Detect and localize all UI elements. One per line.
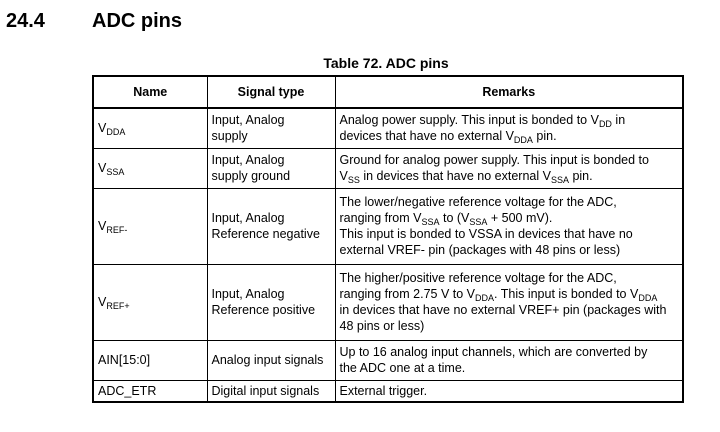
subscript-text: SSA xyxy=(550,175,569,185)
header-name: Name xyxy=(93,76,207,108)
signal-type-line: Input, Analog xyxy=(211,211,285,225)
table-row xyxy=(93,148,683,188)
text-segment: + 500 mV). xyxy=(487,211,553,225)
text-segment: in devices that have no external VREF+ pin (packages with xyxy=(339,303,667,317)
text-segment: External trigger. xyxy=(339,383,428,398)
header-remarks: Remarks xyxy=(335,76,683,108)
text-segment: V xyxy=(98,161,107,175)
remarks-line xyxy=(340,210,679,226)
subscript-text: REF+ xyxy=(106,301,130,311)
remarks-line xyxy=(340,360,679,376)
text-segment: Up to 16 analog input channels, which are converted by xyxy=(339,345,648,359)
text-segment: The lower/negative reference voltage for the ADC, xyxy=(339,195,617,209)
subscript-text: REF- xyxy=(106,225,128,235)
table-row xyxy=(93,340,683,380)
section-number: 24.4 xyxy=(6,10,45,32)
remarks-line xyxy=(340,383,679,399)
text-segment: Analog power supply. This input is bonded to V xyxy=(339,113,599,128)
signal-type-line: supply xyxy=(211,129,248,144)
remarks-line xyxy=(340,318,679,334)
remarks-line xyxy=(340,242,679,258)
text-segment: 48 pins or less) xyxy=(339,319,425,333)
signal-type-cell xyxy=(207,148,335,188)
pin-name-cell xyxy=(93,380,207,402)
text-segment: external VREF- pin (packages with 48 pins or less) xyxy=(339,243,621,257)
table-row xyxy=(93,380,683,402)
signal-type-line: Digital input signals xyxy=(211,383,320,398)
remarks-cell xyxy=(335,380,683,402)
text-segment: ranging from 2.75 V to V xyxy=(339,287,475,301)
subscript-text: DDA xyxy=(475,293,495,303)
remarks-cell xyxy=(335,188,683,264)
text-segment: pin. xyxy=(532,129,557,144)
remarks-cell xyxy=(335,108,683,148)
remarks-line xyxy=(340,168,679,184)
subscript-text: SSA xyxy=(469,217,488,227)
signal-type-cell xyxy=(207,108,335,148)
remarks-line xyxy=(340,194,679,210)
signal-type-cell xyxy=(207,380,335,402)
text-segment: the ADC one at a time. xyxy=(339,361,466,375)
subscript-text: DD xyxy=(598,119,612,130)
remarks-line xyxy=(340,270,679,286)
remarks-line xyxy=(340,152,679,168)
table-caption: Table 72. ADC pins xyxy=(323,55,449,71)
table-header-row xyxy=(93,76,683,108)
text-segment: in xyxy=(611,113,626,128)
pin-name-cell xyxy=(93,188,207,264)
subscript-text: DDA xyxy=(638,293,658,303)
pin-name-cell xyxy=(93,148,207,188)
text-segment: ADC_ETR xyxy=(98,383,157,398)
signal-type-line: Input, Analog xyxy=(211,113,285,128)
remarks-cell xyxy=(335,148,683,188)
text-segment: V xyxy=(98,219,107,233)
subscript-text: SSA xyxy=(421,217,440,227)
adc-pins-table xyxy=(92,75,684,403)
signal-type-cell xyxy=(207,340,335,380)
subscript-text: DDA xyxy=(513,135,533,146)
remarks-line xyxy=(340,226,679,242)
signal-type-line: Input, Analog xyxy=(211,287,285,301)
text-segment: V xyxy=(98,121,107,136)
subscript-text: SS xyxy=(347,175,360,185)
header-signal-type: Signal type xyxy=(207,76,335,108)
text-segment: . This input is bonded to V xyxy=(494,287,639,301)
remarks-cell xyxy=(335,264,683,340)
subscript-text: SSA xyxy=(106,167,125,177)
signal-type-line: Analog input signals xyxy=(211,353,324,367)
text-segment: ranging from V xyxy=(339,211,422,225)
remarks-line xyxy=(340,344,679,360)
text-segment: V xyxy=(339,169,348,183)
signal-type-line: Reference positive xyxy=(211,303,316,317)
pin-name-cell xyxy=(93,264,207,340)
text-segment: This input is bonded to VSSA in devices that have no xyxy=(339,227,633,241)
table-row xyxy=(93,108,683,148)
signal-type-line: supply ground xyxy=(211,169,291,183)
remarks-line xyxy=(340,302,679,318)
text-segment: Ground for analog power supply. This input is bonded to xyxy=(339,153,649,167)
remarks-line xyxy=(340,112,679,128)
text-segment: devices that have no external V xyxy=(339,129,514,144)
section-title: ADC pins xyxy=(92,10,182,32)
text-segment: AIN[15:0] xyxy=(98,353,151,367)
text-segment: V xyxy=(98,295,107,309)
table-row xyxy=(93,188,683,264)
text-segment: The higher/positive reference voltage for the ADC, xyxy=(339,271,617,285)
pin-name-cell xyxy=(93,340,207,380)
table-row xyxy=(93,264,683,340)
signal-type-cell xyxy=(207,264,335,340)
text-segment: in devices that have no external V xyxy=(359,169,551,183)
text-segment: to (V xyxy=(439,211,470,225)
signal-type-line: Input, Analog xyxy=(211,153,285,167)
signal-type-line: Reference negative xyxy=(211,227,320,241)
pin-name-cell xyxy=(93,108,207,148)
signal-type-cell xyxy=(207,188,335,264)
remarks-line xyxy=(340,128,679,144)
remarks-cell xyxy=(335,340,683,380)
remarks-line xyxy=(340,286,679,302)
subscript-text: DDA xyxy=(106,127,126,138)
text-segment: pin. xyxy=(568,169,593,183)
